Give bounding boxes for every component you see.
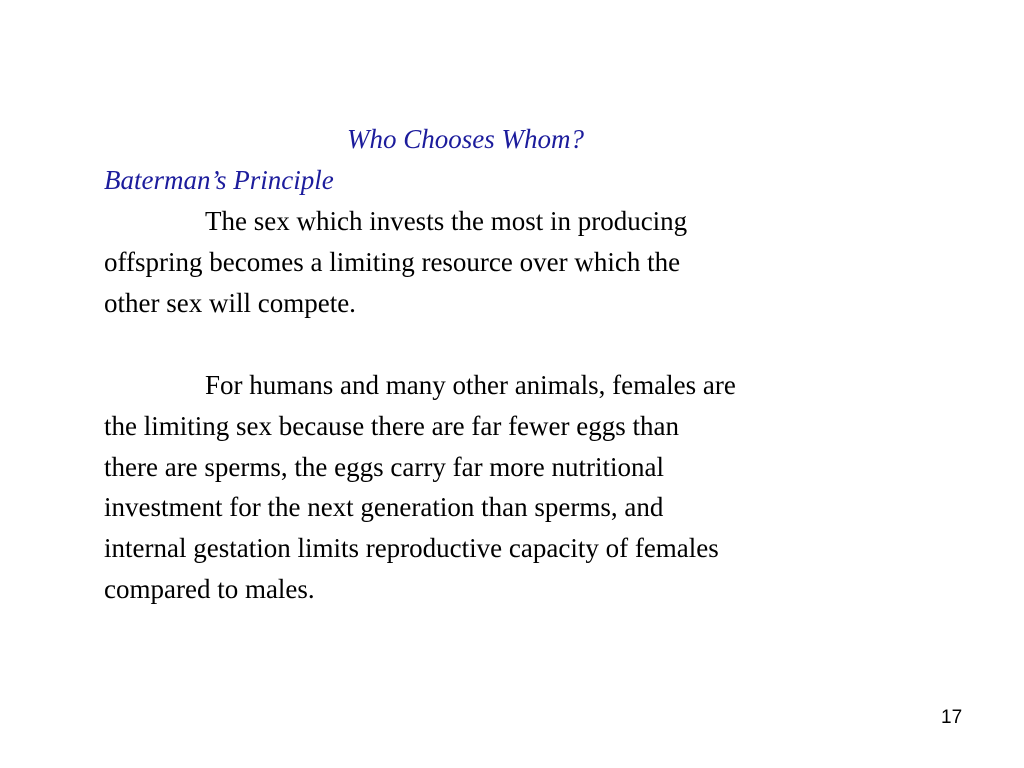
paragraph-batemans-principle — [104, 201, 894, 323]
paragraph-line: internal gestation limits reproductive capacity of females — [104, 533, 719, 564]
paragraph-limiting-sex — [104, 365, 894, 610]
paragraph-line: The sex which invests the most in producing — [205, 206, 688, 236]
paragraph-line: compared to males. — [104, 573, 315, 604]
page-number: 17 — [941, 707, 963, 728]
slide-title: Who Chooses Whom? — [347, 124, 584, 154]
paragraph-line: investment for the next generation than sperms, and — [104, 492, 664, 523]
paragraph-line: the limiting sex because there are far fewer eggs than — [104, 410, 679, 441]
paragraph-line: offspring becomes a limiting resource over which the — [104, 246, 681, 277]
paragraph-line: For humans and many other animals, females are — [205, 370, 736, 400]
slide-subtitle: Baterman’s Principle — [104, 165, 334, 195]
paragraph-line: there are sperms, the eggs carry far more nutritional — [104, 451, 665, 482]
paragraph-line: other sex will compete. — [104, 287, 356, 318]
